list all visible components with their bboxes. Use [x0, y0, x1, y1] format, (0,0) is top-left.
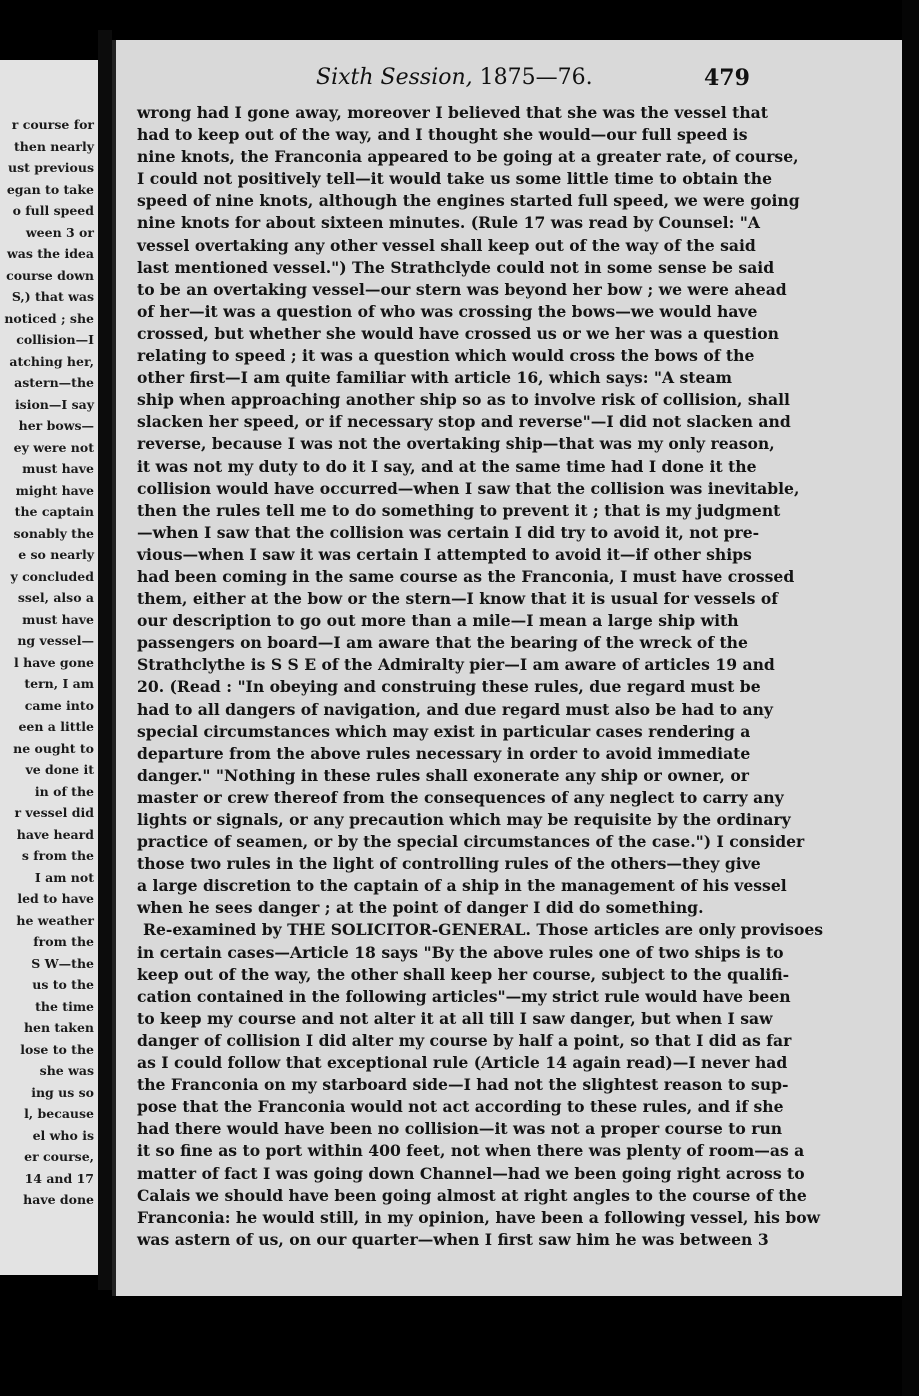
left-page-line: ng vessel— [17, 633, 94, 648]
left-page-line: er course, [24, 1149, 94, 1164]
left-page-line: l, because [24, 1106, 94, 1121]
body-line: Strathclythe is S S E of the Admiralty pier—I am aware of articles 19 and [137, 655, 775, 675]
body-line: practice of seamen, or by the special circumstances of the case.") I consider [137, 832, 805, 852]
body-line: in certain cases—Article 18 says "By the above rules one of two ships is to [137, 942, 784, 962]
body-line: those two rules in the light of controlling rules of the others—they give [137, 854, 761, 874]
left-page-line: her bows— [18, 418, 94, 433]
book-gutter [98, 30, 112, 1290]
left-page-line: noticed ; she [4, 310, 94, 326]
body-line: pose that the Franconia would not act according to these rules, and if she [137, 1097, 784, 1117]
body-line: ship when approaching another ship so as to involve risk of collision, shall [137, 390, 790, 410]
session-years: 1875—76. [479, 65, 593, 90]
body-line: had to all dangers of navigation, and due regard must also be had to any [137, 699, 773, 719]
body-line: reverse, because I was not the overtaking ship—that was my only reason, [137, 434, 775, 454]
body-line: Calais we should have been going almost at right angles to the course of the [137, 1185, 807, 1205]
right-dark-margin [902, 0, 919, 1396]
left-page-line: ne ought to [13, 740, 94, 756]
body-line: vious—when I saw it was certain I attempted to avoid it—if other ships [137, 544, 752, 564]
left-page-line: hen taken [23, 1020, 94, 1035]
body-line: passengers on board—I am aware that the bearing of the wreck of the [137, 633, 748, 653]
body-line: the Franconia on my starboard side—I had not the slightest reason to sup- [137, 1075, 789, 1095]
left-page-line: must have [22, 461, 94, 476]
left-page-line: astern—the [14, 375, 94, 390]
left-page-line: sonably the [13, 525, 94, 541]
body-line: wrong had I gone away, moreover I believed that she was the vessel that [137, 103, 768, 122]
body-line: keep out of the way, the other shall keep her course, subject to the qualifi- [137, 964, 790, 984]
body-line: had there would have been no collision—it was not a proper course to run [137, 1119, 783, 1139]
body-line: had been coming in the same course as the Franconia, I must have crossed [137, 566, 795, 586]
left-page-line: ey were not [13, 439, 94, 455]
body-line: Re-examined by THE SOLICITOR-GENERAL. Those articles are only provisoes [143, 920, 824, 940]
body-line: I could not positively tell—it would take us some little time to obtain the [137, 169, 772, 189]
left-page-line: ust previous [7, 160, 94, 175]
left-page-line: she was [39, 1063, 94, 1078]
right-page [112, 40, 906, 1296]
body-line: then the rules tell me to do something to prevent it ; that is my judgment [137, 500, 781, 520]
body-line: nine knots for about sixteen minutes. (Rule 17 was read by Counsel: "A [137, 213, 761, 233]
body-line: relating to speed ; it was a question which would cross the bows of the [137, 346, 755, 366]
body-line: matter of fact I was going down Channel—had we been going right across to [137, 1163, 805, 1183]
body-line: it was not my duty to do it I say, and at the same time had I done it the [137, 456, 757, 476]
left-page-line: ssel, also a [17, 590, 94, 605]
left-page-line: must have [22, 611, 94, 627]
left-page-line: ween 3 or [25, 224, 94, 240]
session-title: Sixth Session, [316, 65, 473, 90]
left-page-line: have done [23, 1192, 94, 1207]
left-page-line: el who is [32, 1127, 94, 1143]
left-page-line: e so nearly [18, 547, 94, 562]
left-page-line: from the [33, 934, 94, 949]
running-title [316, 65, 593, 90]
left-page-line: I am not [34, 869, 94, 885]
left-page-line: came into [24, 697, 94, 713]
body-text [137, 102, 824, 1251]
body-line: last mentioned vessel.") The Strathclyde could not in some sense be said [137, 257, 775, 277]
left-page-line: was the idea [7, 246, 94, 261]
left-page-line: ision—I say [14, 396, 94, 412]
left-page-line: us to the [32, 977, 94, 992]
left-page-line: in of the [34, 783, 94, 799]
left-page-line: egan to take [6, 181, 94, 197]
body-line: them, either at the bow or the stern—I know that it is usual for vessels of [137, 589, 778, 609]
body-line: slacken her speed, or if necessary stop and reverse"—I did not slacken and [137, 412, 791, 432]
left-page-line: ing us so [31, 1084, 94, 1100]
body-line: master or crew thereof from the consequences of any neglect to carry any [137, 787, 784, 807]
body-line: to keep my course and not alter it at all till I saw danger, but when I saw [137, 1008, 773, 1028]
body-line: cation contained in the following articles"—my strict rule would have been [137, 986, 791, 1006]
left-page-line: led to have [17, 891, 94, 906]
left-page-line: then nearly [14, 138, 94, 154]
left-page-line: the captain [14, 504, 94, 519]
left-page-line: r course for [11, 117, 94, 132]
body-line: was astern of us, on our quarter—when I first saw him he was between 3 [137, 1229, 769, 1249]
body-line: vessel overtaking any other vessel shall keep out of the way of the said [137, 235, 756, 255]
running-head [116, 65, 866, 89]
body-line: a large discretion to the captain of a ship in the management of his vessel [137, 876, 787, 896]
body-line: had to keep out of the way, and I thought she would—our full speed is [137, 125, 748, 145]
body-line: special circumstances which may exist in particular cases rendering a [137, 721, 751, 741]
left-page-line: 14 and 17 [24, 1170, 94, 1186]
left-page-line: the time [35, 998, 94, 1014]
body-line: —when I saw that the collision was certain I did try to avoid it, not pre- [137, 522, 760, 542]
body-line: lights or signals, or any precaution which may be requisite by the ordinary [137, 810, 791, 829]
body-line: collision would have occurred—when I saw that the collision was inevitable, [137, 478, 800, 498]
body-line: Franconia: he would still, in my opinion, have been a following vessel, his bow [137, 1207, 821, 1227]
body-line: our description to go out more than a mile—I mean a large ship with [137, 611, 739, 631]
body-line: nine knots, the Franconia appeared to be going at a greater rate, of course, [137, 147, 799, 167]
body-line: as I could follow that exceptional rule (Article 14 again read)—I never had [137, 1053, 788, 1073]
left-page-line: lose to the [20, 1041, 94, 1057]
body-line: of her—it was a question of who was crossing the bows—we would have [137, 301, 758, 321]
left-page-line: atching her, [9, 353, 94, 369]
left-page-line: o full speed [12, 203, 94, 218]
left-page-line: tern, I am [24, 676, 94, 691]
body-line: crossed, but whether she would have crossed us or we her was a question [137, 323, 780, 343]
left-page-line: s from the [21, 848, 94, 863]
body-line: departure from the above rules necessary in order to avoid immediate [137, 743, 751, 763]
body-line: danger of collision I did alter my course by half a point, so that I did as far [137, 1030, 792, 1050]
left-page-line: S W—the [31, 955, 94, 971]
body-line: speed of nine knots, although the engines started full speed, we were going [137, 191, 800, 211]
left-page-line: might have [15, 482, 94, 498]
body-line: it so fine as to port within 400 feet, not when there was plenty of room—as a [137, 1141, 805, 1161]
body-line: danger." "Nothing in these rules shall exonerate any ship or owner, or [137, 765, 749, 785]
body-line: other first—I am quite familiar with article 16, which says: "A steam [137, 368, 733, 388]
body-line: when he sees danger ; at the point of danger I did do something. [137, 898, 704, 918]
left-page-line: y concluded [10, 568, 94, 584]
left-page-line: l have gone [14, 654, 94, 670]
left-page-line: ve done it [25, 762, 94, 777]
body-line: 20. (Read : "In obeying and construing these rules, due regard must be [137, 677, 761, 697]
left-page-line: r vessel did [14, 805, 94, 820]
left-page-fragment [0, 60, 101, 1275]
left-page-line: course down [6, 267, 94, 283]
left-page-line: een a little [18, 719, 94, 734]
left-page-line: he weather [16, 912, 94, 928]
page-number: 479 [704, 65, 750, 91]
left-page-line: S,) that was [11, 289, 94, 304]
body-line: to be an overtaking vessel—our stern was beyond her bow ; we were ahead [137, 279, 787, 299]
left-page-line: collision—I [16, 332, 94, 347]
left-page-line: have heard [16, 826, 94, 842]
